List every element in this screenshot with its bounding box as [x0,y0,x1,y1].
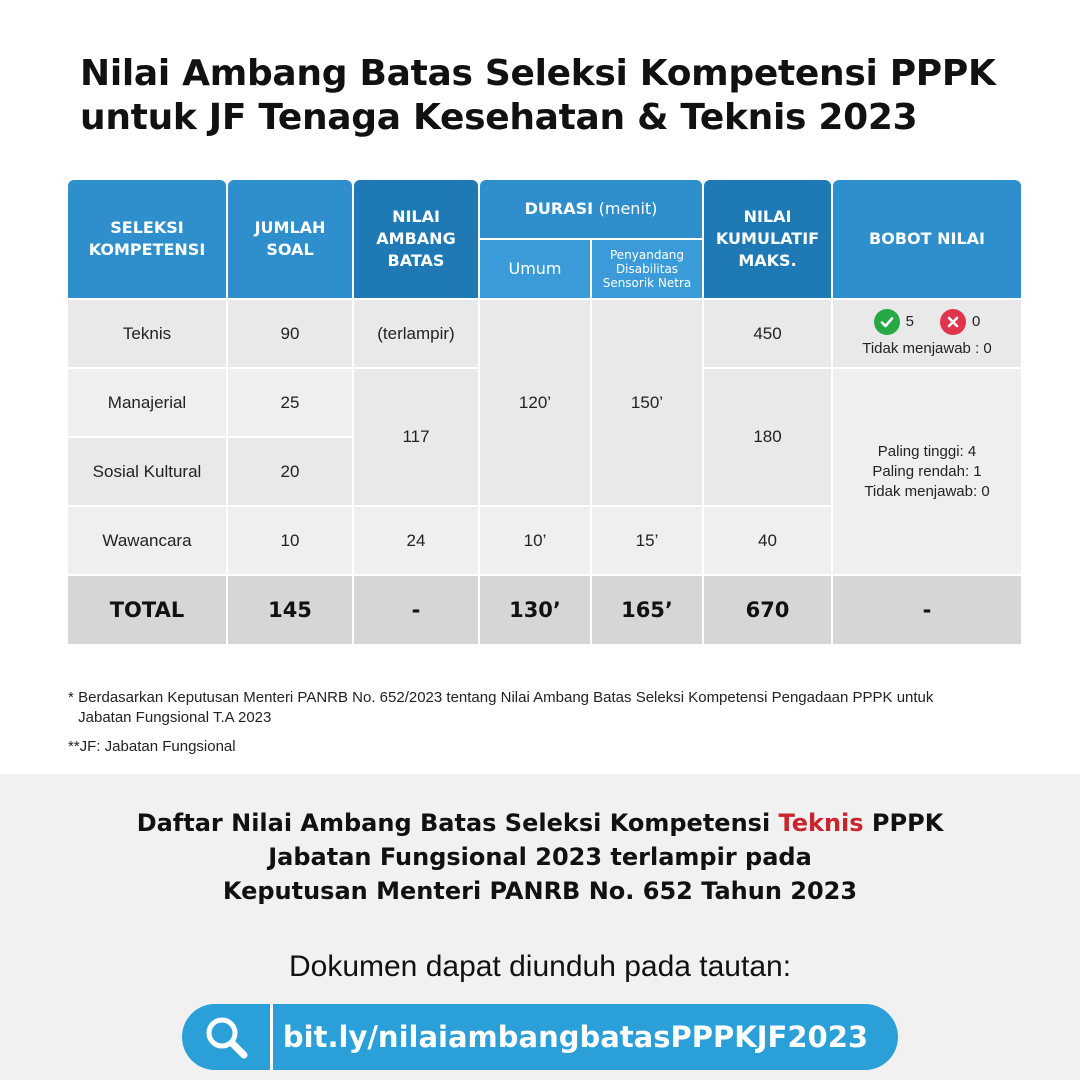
table-row-teknis-name: Teknis [68,300,226,367]
info-highlight: Teknis [778,809,864,837]
page-title [80,52,1040,140]
table-row-wawancara-name: Wawancara [68,507,226,574]
bobot-lowest: Paling rendah: 1 [872,462,982,480]
check-icon [874,309,900,335]
cross-icon [940,309,966,335]
total-ambang: - [354,576,478,644]
info-line-3: Keputusan Menteri PANRB No. 652 Tahun 2023 [222,877,858,905]
header-nilai-kumulatif: NILAI KUMULATIF MAKS. [704,180,831,298]
table-row-wawancara-kumulatif: 40 [704,507,831,574]
download-url[interactable]: bit.ly/nilaiambangbatasPPPKJF2023 [282,1020,869,1054]
header-jumlah-soal: JUMLAH SOAL [228,180,352,298]
title-line-1: Nilai Ambang Batas Seleksi Kompetensi PPPK [80,53,996,94]
header-durasi-penyandang: Penyandang Disabilitas Sensorik Netra [592,240,702,298]
total-jumlah: 145 [228,576,352,644]
threshold-table [68,180,1021,644]
info-text: Daftar Nilai Ambang Batas Seleksi Kompetensi Teknis PPPK Jabatan Fungsional 2023 terlampir pada Keputusan Menteri PANRB No. 652 Tahun 2023 [0,806,1080,908]
bobot-no-answer-other: Tidak menjawab: 0 [864,482,990,500]
title-line-2: untuk JF Tenaga Kesehatan & Teknis 2023 [80,97,918,138]
bobot-highest: Paling tinggi: 4 [877,442,977,460]
total-umum: 130’ [480,576,590,644]
table-row-teknis-kumulatif: 450 [704,300,831,367]
table-row-teknis-ambang: (terlampir) [354,300,478,367]
download-link[interactable] [182,1004,898,1070]
header-bobot-nilai: BOBOT NILAI [833,180,1021,298]
footnote-2: **JF: Jabatan Fungsional [68,738,236,755]
header-nilai-ambang-batas: NILAI AMBANG BATAS [354,180,478,298]
total-bobot: - [833,576,1021,644]
header-seleksi-kompetensi: SELEKSI KOMPETENSI [68,180,226,298]
table-row-manajerial-jumlah: 25 [228,369,352,436]
table-row-sosial-name: Sosial Kultural [68,438,226,505]
bottom-panel [0,774,1080,1080]
header-durasi: DURASI (menit) [480,180,702,238]
table-row-wawancara-jumlah: 10 [228,507,352,574]
total-label: TOTAL [68,576,226,644]
table-row-wawancara-umum: 10’ [480,507,590,574]
table-row-sosial-jumlah: 20 [228,438,352,505]
merged-kumulatif-180: 180 [704,369,831,505]
header-durasi-unit: (menit) [598,199,658,218]
merged-ambang-117: 117 [354,369,478,505]
bobot-wrong-value: 0 [972,312,981,330]
bobot-no-answer: Tidak menjawab : 0 [862,339,992,357]
total-penyandang: 165’ [592,576,702,644]
merged-umum-120: 120’ [480,300,590,505]
footnote-1: * Berdasarkan Keputusan Menteri PANRB No. 652/2023 tentang Nilai Ambang Batas Seleksi Kompetensi Pengadaan PPPK untuk Jabatan Fungsional T.A 2023 [68,688,968,728]
footnote-1-text: Berdasarkan Keputusan Menteri PANRB No. 652/2023 tentang Nilai Ambang Batas Seleksi Kompetensi Pengadaan PPPK untuk Jabatan Fungsional T.A 2023 [78,689,934,726]
footnotes [68,688,968,757]
table-row-wawancara-ambang: 24 [354,507,478,574]
table-row-wawancara-penyandang: 15’ [592,507,702,574]
info-line-2: Jabatan Fungsional 2023 terlampir pada [268,843,812,871]
search-icon [182,1004,270,1070]
bobot-correct-value: 5 [905,312,914,330]
merged-penyandang-150: 150’ [592,300,702,505]
table-row-manajerial-name: Manajerial [68,369,226,436]
bobot-teknis [833,300,1021,367]
header-durasi-umum: Umum [480,240,590,298]
table-row-teknis-jumlah: 90 [228,300,352,367]
download-text: Dokumen dapat diunduh pada tautan: [288,950,792,983]
total-kumulatif: 670 [704,576,831,644]
bobot-other [833,369,1021,574]
